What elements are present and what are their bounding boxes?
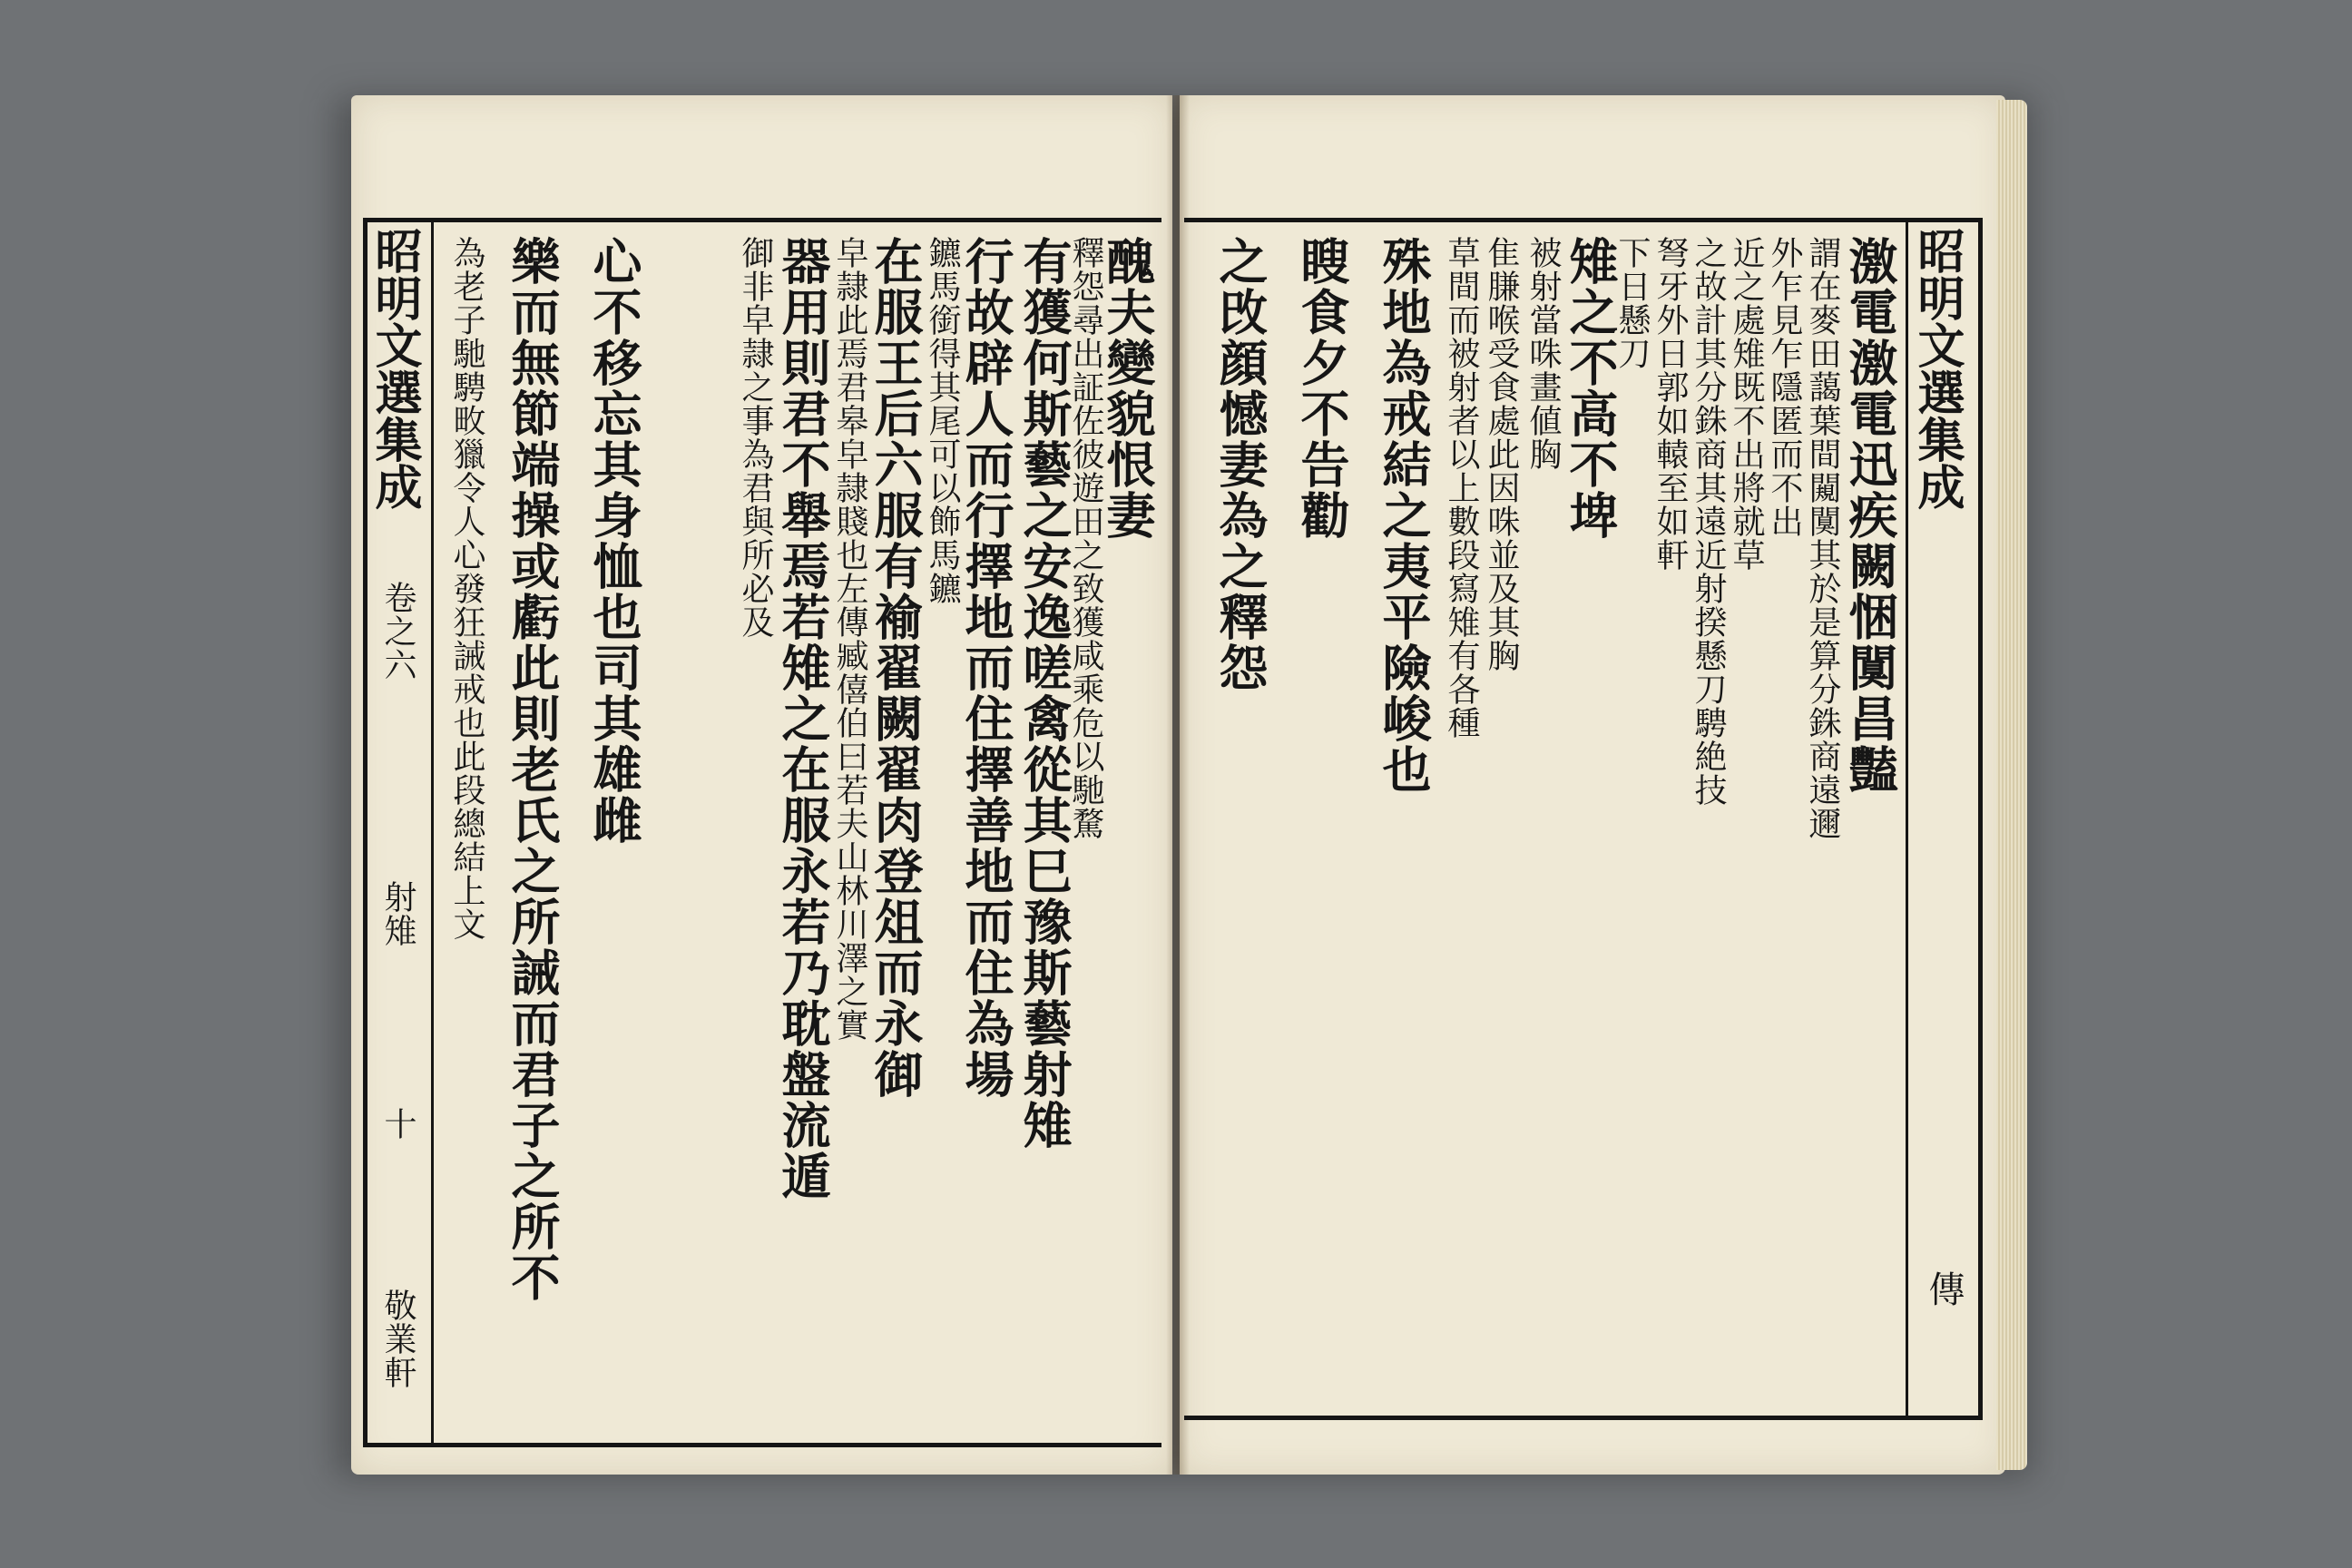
left-column-5: 鑣馬銜得其尾可以飾馬鑣 bbox=[924, 236, 961, 605]
right-column-14: 之攺顔憾妻為之釋怨 bbox=[1211, 236, 1269, 693]
right-column-9: 被射當咮畫値胸 bbox=[1524, 236, 1562, 471]
right-column-2: 謂在麥田藹葉間闚闃其於是算分銖商遠邇 bbox=[1804, 236, 1841, 840]
folio-number: 十 bbox=[379, 1107, 416, 1141]
right-column-11: 草間而被射者以上數段寫雉有各種 bbox=[1443, 236, 1480, 740]
left-column-11: 樂而無節端操或虧此則老氏之所誡而君子之所不 bbox=[504, 236, 562, 1303]
right-column-4: 近之處雉既不出將就草 bbox=[1728, 236, 1765, 572]
left-column-2: 釋怨尋出証佐彼遊田之致獲咸乘危以馳騖 bbox=[1067, 236, 1104, 840]
right-column-12: 殊地為戒結之夷平險峻也 bbox=[1375, 236, 1433, 795]
right-column-6: 弩牙外日郭如轅至如軒 bbox=[1651, 236, 1689, 572]
publisher-label: 敬業軒 bbox=[379, 1289, 416, 1389]
left-column-7: 皁隷此焉君皋皁隷賤也左傳臧僖伯曰若夫山林川澤之實 bbox=[831, 236, 868, 1042]
right-column-7: 下日懸刀 bbox=[1613, 236, 1651, 370]
left-column-10: 心不移忘其身恤也司其雄雌 bbox=[585, 236, 643, 846]
right-column-3: 外乍見乍隱匿而不出 bbox=[1766, 236, 1803, 538]
left-column-1: 醜夫變貌恨妻 bbox=[1099, 236, 1157, 541]
right-column-1: 激電激電迅疾闕悃闃昌豔 bbox=[1841, 236, 1899, 795]
left-column-9: 御非皁隷之事為君與所必及 bbox=[737, 236, 774, 639]
left-column-12: 為老子馳騁畋獵令人心發狂誡戒也此段總結上文 bbox=[448, 236, 485, 941]
left-column-6: 在服王后六服有褕翟闕翟肉登俎而永御 bbox=[867, 236, 925, 1100]
left-column-4: 行故辟人而行擇地而住擇善地而住為場 bbox=[957, 236, 1015, 1100]
right-margin-note: 傳 bbox=[1923, 1270, 1965, 1307]
piece-label: 射雉 bbox=[379, 880, 416, 947]
right-title-rule bbox=[1906, 218, 1908, 1420]
right-column-8: 雉之不高不埤 bbox=[1562, 236, 1620, 541]
left-title-column: 昭明文選集成 bbox=[367, 227, 422, 510]
page-edges bbox=[1996, 100, 2027, 1470]
right-header-column: 昭明文選集成 bbox=[1909, 227, 1965, 510]
volume-label: 卷之六 bbox=[379, 581, 416, 681]
right-column-13: 瞍食夕不告勸 bbox=[1293, 236, 1351, 541]
right-column-5: 之故計其分銖商其遠近射揆懸刀騁絶技 bbox=[1690, 236, 1727, 807]
left-column-8: 器用則君不舉焉若雉之在服永若乃耽盤流遁 bbox=[774, 236, 832, 1201]
right-column-10: 隹膁喉受食處此因咮並及其胸 bbox=[1483, 236, 1520, 672]
left-column-3: 有獲何斯藝之安逸嗟禽從其巳豫斯藝射雉 bbox=[1015, 236, 1073, 1151]
left-title-rule bbox=[431, 218, 434, 1447]
